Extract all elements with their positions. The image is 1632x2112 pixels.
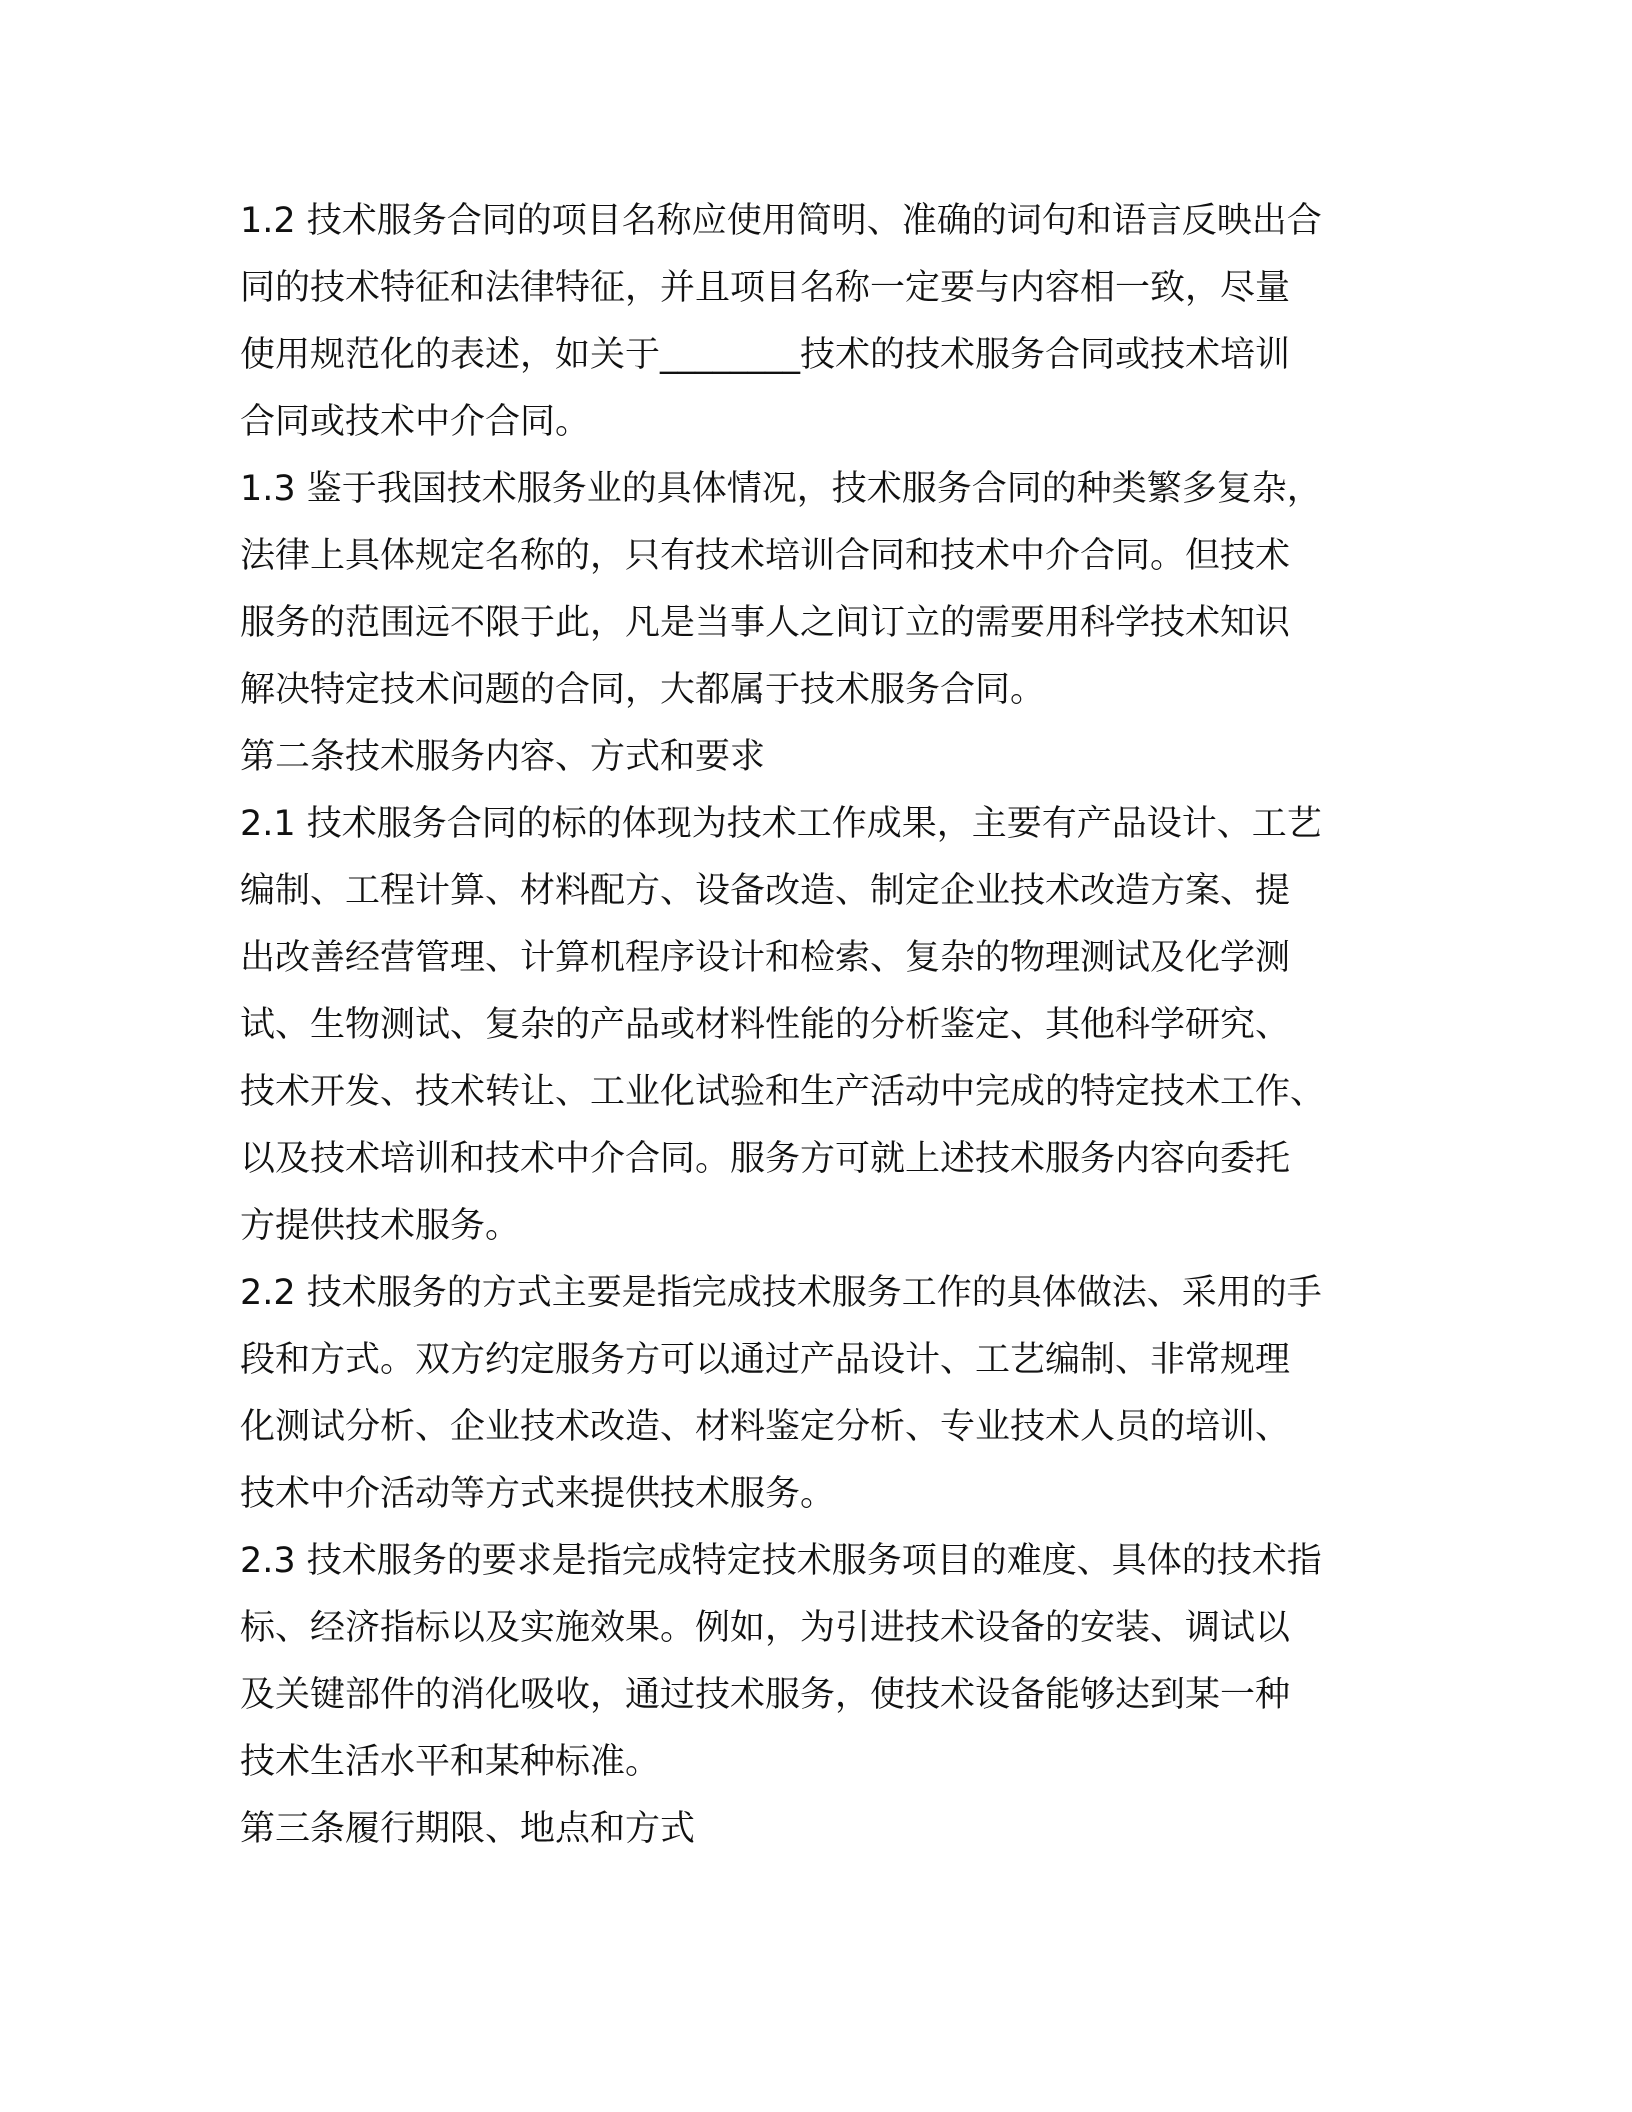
text-line: 技术开发、技术转让、工业化试验和生产活动中完成的特定技术工作、 — [240, 1072, 1326, 1112]
text-line: 技术中介活动等方式来提供技术服务。 — [240, 1474, 836, 1514]
text-line: 法律上具体规定名称的，只有技术培训合同和技术中介合同。但技术 — [240, 536, 1291, 576]
text-line: 服务的范围远不限于此，凡是当事人之间订立的需要用科学技术知识 — [240, 603, 1291, 643]
section-heading: 第二条技术服务内容、方式和要求 — [240, 737, 766, 777]
text-line: 使用规范化的表述，如关于________技术的技术服务合同或技术培训 — [240, 335, 1291, 375]
text-line: 以及技术培训和技术中介合同。服务方可就上述技术服务内容向委托 — [240, 1139, 1291, 1179]
text-line: 化测试分析、企业技术改造、材料鉴定分析、专业技术人员的培训、 — [240, 1407, 1291, 1447]
document-body — [240, 188, 1390, 1863]
text-line: 2.1 技术服务合同的标的体现为技术工作成果，主要有产品设计、工艺 — [240, 804, 1322, 844]
text-line: 2.2 技术服务的方式主要是指完成技术服务工作的具体做法、采用的手 — [240, 1273, 1322, 1313]
text-line: 方提供技术服务。 — [240, 1206, 521, 1246]
text-line: 编制、工程计算、材料配方、设备改造、制定企业技术改造方案、提 — [240, 871, 1291, 911]
text-line: 2.3 技术服务的要求是指完成特定技术服务项目的难度、具体的技术指 — [240, 1541, 1322, 1581]
text-line: 解决特定技术问题的合同，大都属于技术服务合同。 — [240, 670, 1046, 710]
text-line: 及关键部件的消化吸收，通过技术服务，使技术设备能够达到某一种 — [240, 1675, 1291, 1715]
text-line: 同的技术特征和法律特征，并且项目名称一定要与内容相一致，尽量 — [240, 268, 1291, 308]
text-line: 1.3 鉴于我国技术服务业的具体情况，技术服务合同的种类繁多复杂， — [240, 469, 1322, 509]
text-line: 合同或技术中介合同。 — [240, 402, 591, 442]
section-heading: 第三条履行期限、地点和方式 — [240, 1809, 696, 1849]
text-line: 标、经济指标以及实施效果。例如，为引进技术设备的安装、调试以 — [240, 1608, 1291, 1648]
text-line: 出改善经营管理、计算机程序设计和检索、复杂的物理测试及化学测 — [240, 938, 1291, 978]
text-line: 段和方式。双方约定服务方可以通过产品设计、工艺编制、非常规理 — [240, 1340, 1291, 1380]
text-line: 技术生活水平和某种标准。 — [240, 1742, 661, 1782]
text-line: 试、生物测试、复杂的产品或材料性能的分析鉴定、其他科学研究、 — [240, 1005, 1291, 1045]
text-line: 1.2 技术服务合同的项目名称应使用简明、准确的词句和语言反映出合 — [240, 201, 1322, 241]
